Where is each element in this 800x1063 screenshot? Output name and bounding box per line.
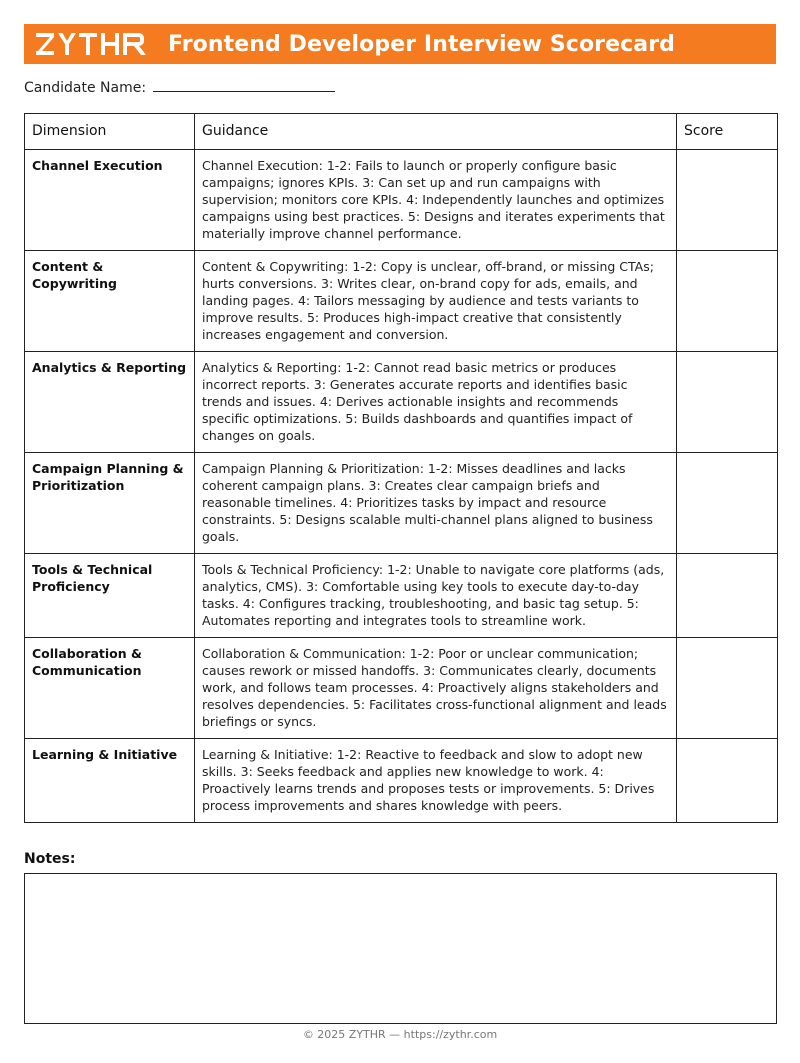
notes-label: Notes: [24,851,76,867]
dimension-cell: Collaboration & Communication [25,638,195,739]
dimension-cell: Content & Copywriting [25,251,195,352]
column-header-guidance: Guidance [195,114,677,150]
column-header-dimension: Dimension [25,114,195,150]
table-header-row [25,114,778,150]
notes-field[interactable] [24,873,777,1024]
dimension-cell: Learning & Initiative [25,739,195,823]
dimension-cell: Channel Execution [25,150,195,251]
score-cell[interactable] [677,352,778,453]
score-cell[interactable] [677,638,778,739]
score-cell[interactable] [677,453,778,554]
table-row [25,739,778,823]
header-banner [24,24,776,64]
candidate-name-field[interactable] [153,77,335,92]
table-row [25,638,778,739]
candidate-name-row [24,77,335,96]
guidance-cell: Collaboration & Communication: 1-2: Poor or unclear communication; causes rework or missed handoffs. 3: Communicates clearly, documents work, and follows team processes. 4: Proactively aligns stakeholders and resolves dependencies. 5: Facilitates cross-functional alignment and leads briefings or syncs. [195,638,677,739]
table-row [25,150,778,251]
candidate-name-label: Candidate Name: [24,80,147,96]
dimension-cell: Campaign Planning & Prioritization [25,453,195,554]
guidance-cell: Learning & Initiative: 1-2: Reactive to feedback and slow to adopt new skills. 3: Seeks feedback and applies new knowledge to work. 4: Proactively learns trends and proposes tests or improvements. 5: Drives process improvements and shares knowledge with peers. [195,739,677,823]
scorecard-table [24,113,778,823]
table-row [25,251,778,352]
zythr-logo-mark [35,30,147,58]
dimension-cell: Tools & Technical Proficiency [25,554,195,638]
score-cell[interactable] [677,251,778,352]
table-row [25,453,778,554]
score-cell[interactable] [677,150,778,251]
guidance-cell: Tools & Technical Proficiency: 1-2: Unable to navigate core platforms (ads, analytics, CMS). 3: Comfortable using key tools to execute day-to-day tasks. 4: Configures tracking, troubleshooting, and basic tag setup. 5: Automates reporting and integrates tools to streamline work. [195,554,677,638]
score-cell[interactable] [677,739,778,823]
guidance-cell: Campaign Planning & Prioritization: 1-2: Misses deadlines and lacks coherent campaign plans. 3: Creates clear campaign briefs and reasonable timelines. 4: Prioritizes tasks by impact and resource constraints. 5: Designs scalable multi-channel plans aligned to business goals. [195,453,677,554]
table-row [25,554,778,638]
guidance-cell: Channel Execution: 1-2: Fails to launch or properly configure basic campaigns; ignores KPIs. 3: Can set up and run campaigns with supervision; monitors core KPIs. 4: Independently launches and optimizes campaigns using best practices. 5: Designs and iterates experiments that materially improve channel performance. [195,150,677,251]
guidance-cell: Content & Copywriting: 1-2: Copy is unclear, off-brand, or missing CTAs; hurts conversions. 3: Writes clear, on-brand copy for ads, emails, and landing pages. 4: Tailors messaging by audience and tests variants to improve results. 5: Produces high-impact creative that consistently increases engagement and conversion. [195,251,677,352]
score-cell[interactable] [677,554,778,638]
dimension-cell: Analytics & Reporting [25,352,195,453]
guidance-cell: Analytics & Reporting: 1-2: Cannot read basic metrics or produces incorrect reports. 3: Generates accurate reports and identifies basic trends and issues. 4: Derives actionable insights and recommends specific optimizations. 5: Builds dashboards and quantifies impact of changes on goals. [195,352,677,453]
footer-copyright: © 2025 ZYTHR — https://zythr.com [302,1028,498,1041]
zythr-logo [35,30,147,58]
page-title: Frontend Developer Interview Scorecard [168,31,676,57]
column-header-score: Score [677,114,778,150]
table-row [25,352,778,453]
